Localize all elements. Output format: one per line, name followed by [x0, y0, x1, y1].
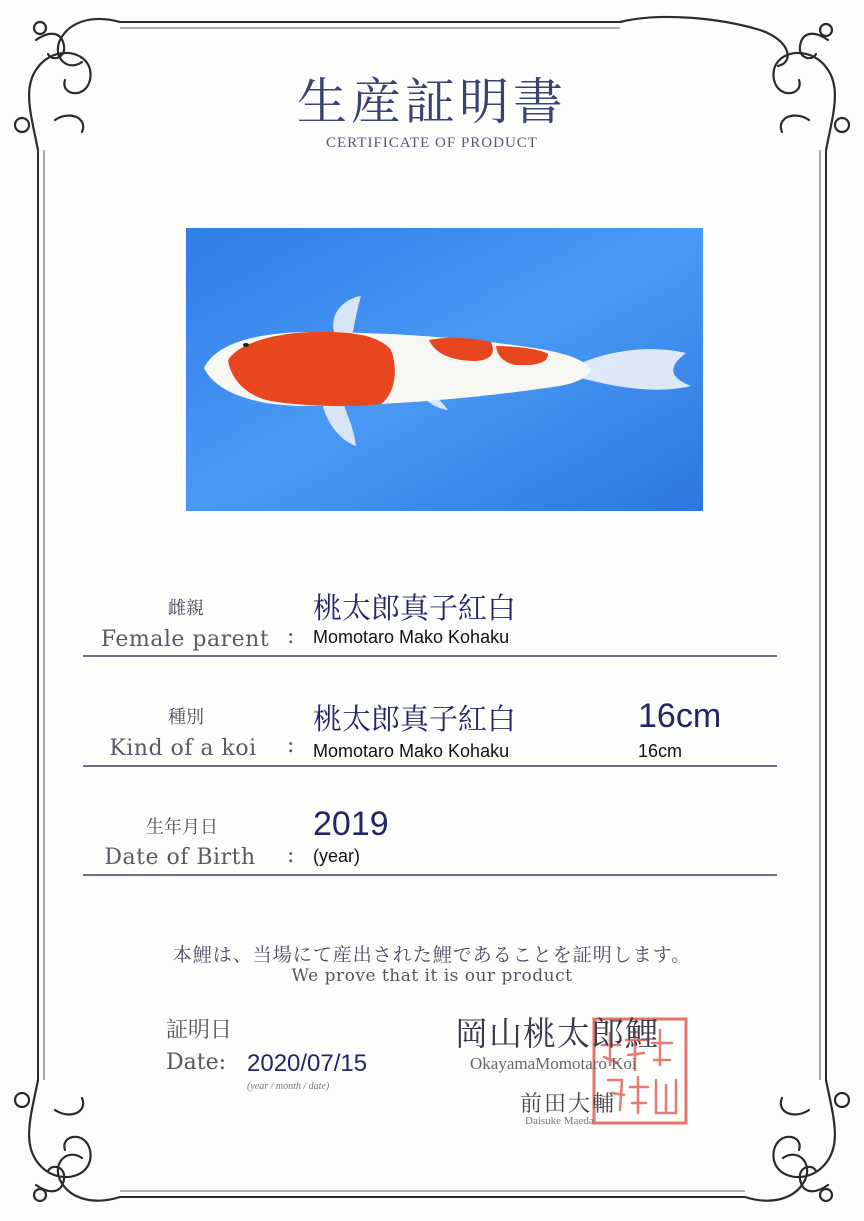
date-label-en: Date:: [166, 1050, 227, 1075]
kind-colon: :: [287, 733, 295, 758]
divider-line: [83, 874, 777, 876]
issuer-company-jp: 岡山桃太郎鯉: [455, 1014, 659, 1053]
divider-line: [83, 765, 777, 767]
issuer-person-jp: 前田大輔: [520, 1092, 617, 1117]
date-format-hint: (year / month / date): [247, 1081, 330, 1092]
birth-year-value: 2019: [313, 805, 389, 843]
kind-value-en: Momotaro Mako Kohaku: [313, 741, 510, 761]
koi-photo-icon: [186, 228, 703, 511]
female-parent-value-en: Momotaro Mako Kohaku: [313, 627, 510, 647]
issuer-person-en: Daisuke Maeda: [525, 1115, 594, 1127]
size-value-small: 16cm: [638, 741, 683, 761]
size-value-large: 16cm: [638, 697, 722, 735]
birth-year-unit: (year): [313, 846, 361, 866]
proof-statement-jp: 本鯉は、当場にて産出された鯉であることを証明します。: [172, 944, 692, 966]
divider-line: [83, 655, 777, 657]
kind-value-jp: 桃太郎真子紅白: [313, 702, 517, 736]
kind-label-en: Kind of a koi: [109, 736, 257, 761]
birth-label-en: Date of Birth: [104, 845, 256, 870]
birth-label-jp: 生年月日: [146, 817, 218, 838]
certificate-title: 生産証明書: [297, 73, 567, 131]
proof-statement-en: We prove that it is our product: [291, 966, 573, 986]
date-label-jp: 証明日: [166, 1018, 233, 1043]
female-parent-value-jp: 桃太郎真子紅白: [313, 591, 517, 625]
birth-colon: :: [287, 843, 295, 868]
female-parent-colon: :: [287, 624, 295, 649]
certificate-subtitle: CERTIFICATE OF PRODUCT: [326, 135, 538, 151]
issuer-company-en: OkayamaMomotaro Koi: [470, 1054, 637, 1073]
female-parent-label-jp: 雌親: [168, 598, 204, 619]
kind-label-jp: 種別: [168, 707, 204, 728]
female-parent-label-en: Female parent: [100, 627, 270, 652]
certificate-date-value: 2020/07/15: [247, 1050, 368, 1077]
